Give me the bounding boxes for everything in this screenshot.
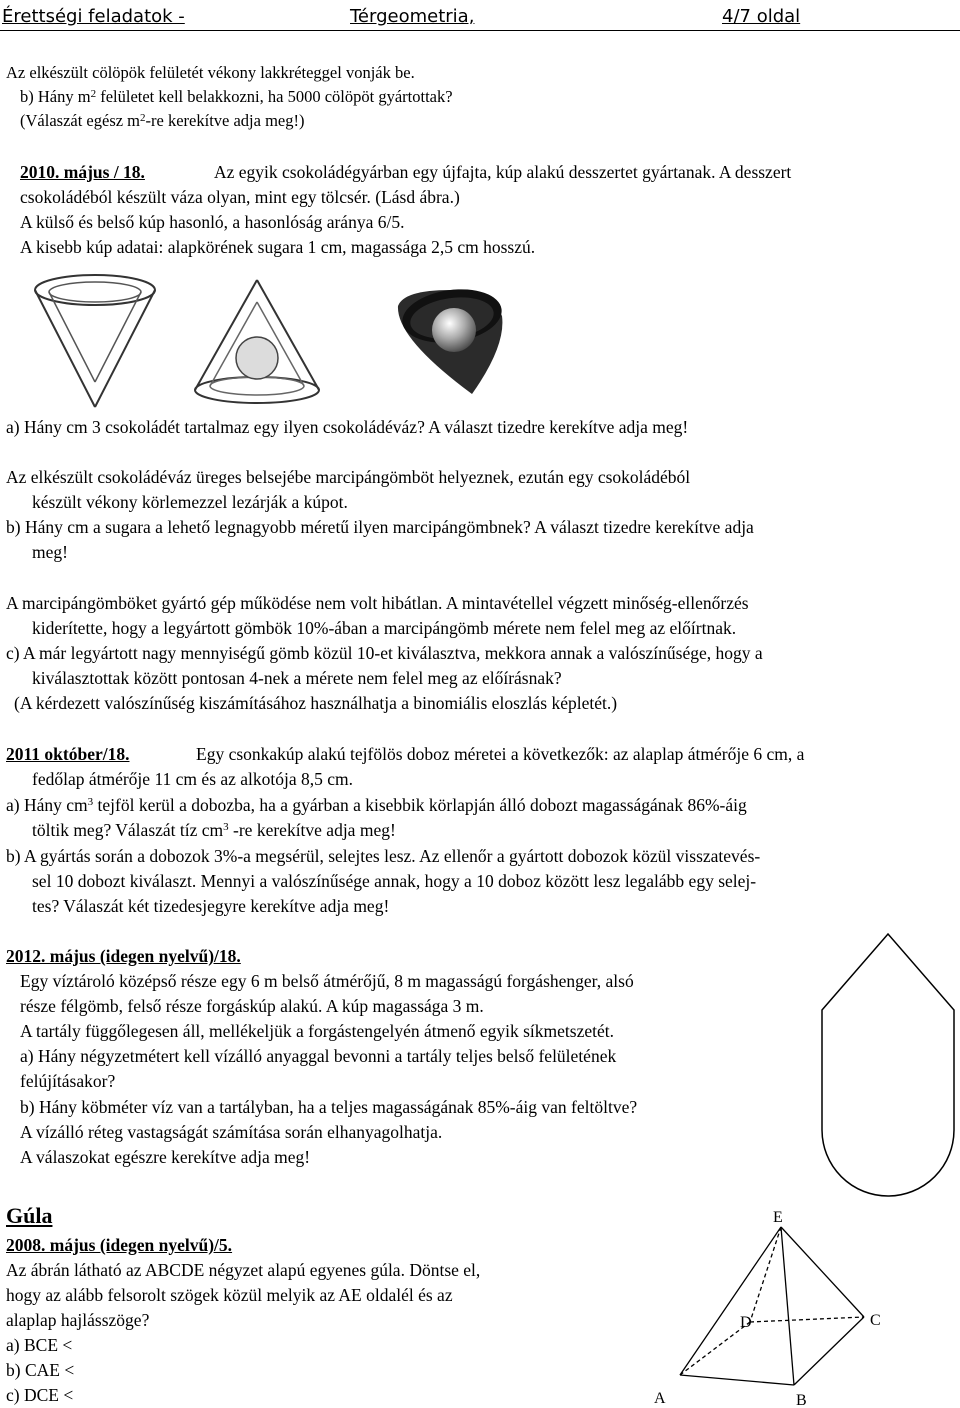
text-line: A külső és belső kúp hasonló, a hasonlóság aránya 6/5. [20, 212, 405, 232]
cone-sphere-figure [192, 276, 322, 406]
question-a-cont: töltik meg? Válaszát tíz $cm^3$ -re kerekítve adja meg! [32, 820, 396, 840]
vertex-label-e: E [773, 1209, 783, 1226]
header-left: Érettségi feladatok - [2, 6, 185, 27]
header-rule [0, 30, 960, 31]
text-line: Egy csonkakúp alakú tejfölös doboz méretei a következők: az alaplap átmérője 6 cm, a [196, 744, 805, 764]
page-header [0, 2, 960, 32]
vertex-label-c: C [870, 1312, 881, 1329]
option-c: c) DCE < [6, 1385, 74, 1405]
question-b-note: (Válaszát egész $m^2-re$ kerekítve adja meg!) [20, 111, 305, 130]
question-b-cont: meg! [32, 542, 68, 562]
question-b: b) A gyártás során a dobozok 3%-a megsérül, selejtes lesz. Az ellenőr a gyártott dobozok közül visszatevés- [6, 846, 761, 866]
text-line: Egy víztároló középső része egy 6 m belső átmérőjű, 8 m magasságú forgáshenger, alsó [20, 971, 634, 991]
text-line: csokoládéból készült váza olyan, mint egy tölcsér. (Lásd ábra.) [20, 187, 460, 207]
text-line: Az egyik csokoládégyárban egy újfajta, kúp alakú desszertet gyártanak. A desszert [214, 162, 792, 182]
text-line: A tartály függőlegesen áll, mellékeljük a forgástengelyén átmenő egyik síkmetszetét. [20, 1021, 615, 1041]
question-b: b) Hány cm a sugara a lehető legnagyobb méretű ilyen marcipángömbnek? A választ tizedre kerekítve adja [6, 517, 754, 537]
question-a-cont: felújításakor? [20, 1071, 116, 1091]
header-right: 4/7 oldal [722, 6, 801, 27]
section-title: 2010. május / 18. [20, 162, 145, 182]
pyramid-figure [640, 1205, 910, 1408]
chocolate-cone-figure [390, 286, 510, 398]
option-a: a) BCE < [6, 1335, 73, 1355]
question-b-cont: tes? Válaszát két tizedesjegyre kerekítve adja meg! [32, 896, 390, 916]
cone-funnel-figure [30, 272, 160, 412]
text-line: alaplap hajlásszöge? [6, 1310, 150, 1330]
header-center: Térgeometria, [350, 6, 475, 27]
question-c-cont: kiválasztottak között pontosan 4-nek a mérete nem felel meg az előírásnak? [32, 668, 562, 688]
text-line: A vízálló réteg vastagságát számítása során elhanyagolhatja. [20, 1122, 443, 1142]
water-tank-cross-section [818, 930, 958, 1198]
vertex-label-d: D [740, 1314, 752, 1331]
question-a: a) Hány négyzetmétert kell vízálló anyaggal bevonni a tartály teljes belső felületének [20, 1046, 617, 1066]
text-line: Az elkészült csokoládéváz üreges belsejébe marcipángömböt helyeznek, ezután egy csokoládéból [6, 467, 691, 487]
section-title: 2011 október/18. [6, 744, 130, 764]
text-line: hogy az alább felsorolt szögek közül melyik az AE oldalél és az [6, 1285, 453, 1305]
text-line: A kisebb kúp adatai: alapkörének sugara 1 cm, magassága 2,5 cm hosszú. [20, 237, 536, 257]
text-line: készült vékony körlemezzel lezárják a kúpot. [32, 492, 348, 512]
text-line: Az ábrán látható az ABCDE négyzet alapú egyenes gúla. Döntse el, [6, 1260, 481, 1280]
option-b: b) CAE < [6, 1360, 75, 1380]
vertex-label-a: A [654, 1390, 666, 1407]
section-title: 2012. május (idegen nyelvű)/18. [6, 946, 241, 966]
section-heading: Gúla [6, 1203, 53, 1228]
question-a: a) Hány cm 3 csokoládét tartalmaz egy ilyen csokoládéváz? A választ tizedre kerekítve adja meg! [6, 417, 689, 437]
section-title: 2008. május (idegen nyelvű)/5. [6, 1235, 233, 1255]
question-b-cont: sel 10 dobozt kiválaszt. Mennyi a valószínűsége annak, hogy a 10 doboz között lesz legalább egy selej- [32, 871, 757, 891]
text-line: fedőlap átmérője 11 cm és az alkotója 8,5 cm. [32, 769, 354, 789]
vertex-label-b: B [796, 1392, 807, 1408]
text-line: Az elkészült cölöpök felületét vékony lakkréteggel vonják be. [6, 63, 415, 82]
text-line: kiderítette, hogy a legyártott gömbök 10%-ában a marcipángömb mérete nem felel meg az előírtnak. [32, 618, 737, 638]
question-b: b) Hány köbméter víz van a tartályban, ha a teljes magasságának 85%-áig van feltöltve? [20, 1097, 638, 1117]
question-b-line: b) Hány $m^2$ felületet kell belakkozni, ha 5000 cölöpöt gyártottak? [20, 87, 453, 106]
text-line: A válaszokat egészre kerekítve adja meg! [20, 1147, 311, 1167]
question-c-note: (A kérdezett valószínűség kiszámításához használhatja a binomiális eloszlás képletét.) [14, 693, 618, 713]
text-line: A marcipángömböket gyártó gép működése nem volt hibátlan. A mintavétellel végzett minőség-ellenőrzés [6, 593, 749, 613]
text-line: része félgömb, felső része forgáskúp alakú. A kúp magassága 3 m. [20, 996, 484, 1016]
question-c: c) A már legyártott nagy mennyiségű gömb közül 10-et kiválasztva, mekkora annak a valószínűsége, hogy a [6, 643, 763, 663]
question-a: a) Hány $cm^3$ tejföl kerül a dobozba, ha a gyárban a kisebbik körlapján álló dobozt magasságának 86%-áig [6, 795, 747, 815]
